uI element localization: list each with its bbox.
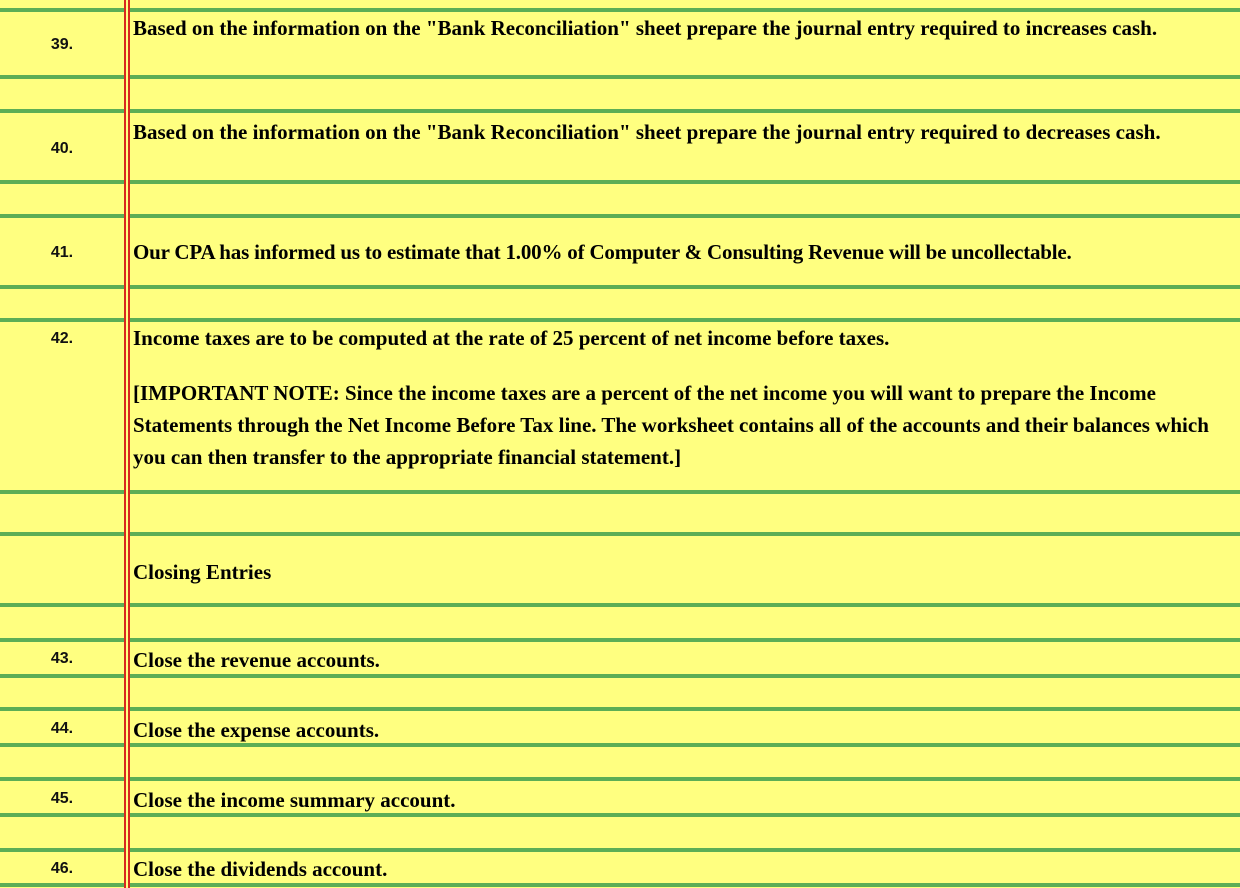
margin-line <box>124 0 126 888</box>
instruction-text: Our CPA has informed us to estimate that 1.00% of Computer & Consulting Revenue will be uncollectable. <box>133 240 1072 264</box>
grid-line <box>0 214 1240 218</box>
row-number: 46. <box>50 860 74 877</box>
row-number: 45. <box>50 790 74 807</box>
instruction-text: Close the income summary account. <box>133 788 456 812</box>
grid-line <box>0 75 1240 79</box>
instruction-text: Income taxes are to be computed at the rate of 25 percent of net income before taxes. <box>133 326 890 350</box>
row-number: 43. <box>50 650 74 667</box>
grid-line <box>0 532 1240 536</box>
row-number: 39. <box>50 36 74 53</box>
instruction-text: Close the expense accounts. <box>133 718 380 742</box>
row-number: 40. <box>50 140 74 157</box>
instruction-text: Close the revenue accounts. <box>133 648 380 672</box>
section-heading: Closing Entries <box>133 560 272 584</box>
grid-line <box>0 180 1240 184</box>
margin-line <box>128 0 130 888</box>
instruction-text: Based on the information on the "Bank Reconciliation" sheet prepare the journal entry required to decreases cash. <box>133 120 1161 144</box>
row-number: 41. <box>50 244 74 261</box>
grid-line <box>0 109 1240 113</box>
grid-line <box>0 777 1240 781</box>
grid-line <box>0 638 1240 642</box>
instruction-text: Based on the information on the "Bank Reconciliation" sheet prepare the journal entry required to increases cash. <box>133 16 1158 40</box>
important-note: [IMPORTANT NOTE: Since the income taxes are a percent of the net income you will want to prepare the Income Statements through the Net Income Before Tax line. The worksheet contains all of the accounts and their balances which you can then transfer to the appropriate financial statement.] <box>133 381 1209 469</box>
grid-line <box>0 707 1240 711</box>
grid-line <box>0 603 1240 607</box>
row-number: 44. <box>50 720 74 737</box>
row-number: 42. <box>50 330 74 347</box>
instruction-text: Close the dividends account. <box>133 857 388 881</box>
grid-line <box>0 490 1240 494</box>
grid-line <box>0 848 1240 852</box>
grid-line <box>0 285 1240 289</box>
